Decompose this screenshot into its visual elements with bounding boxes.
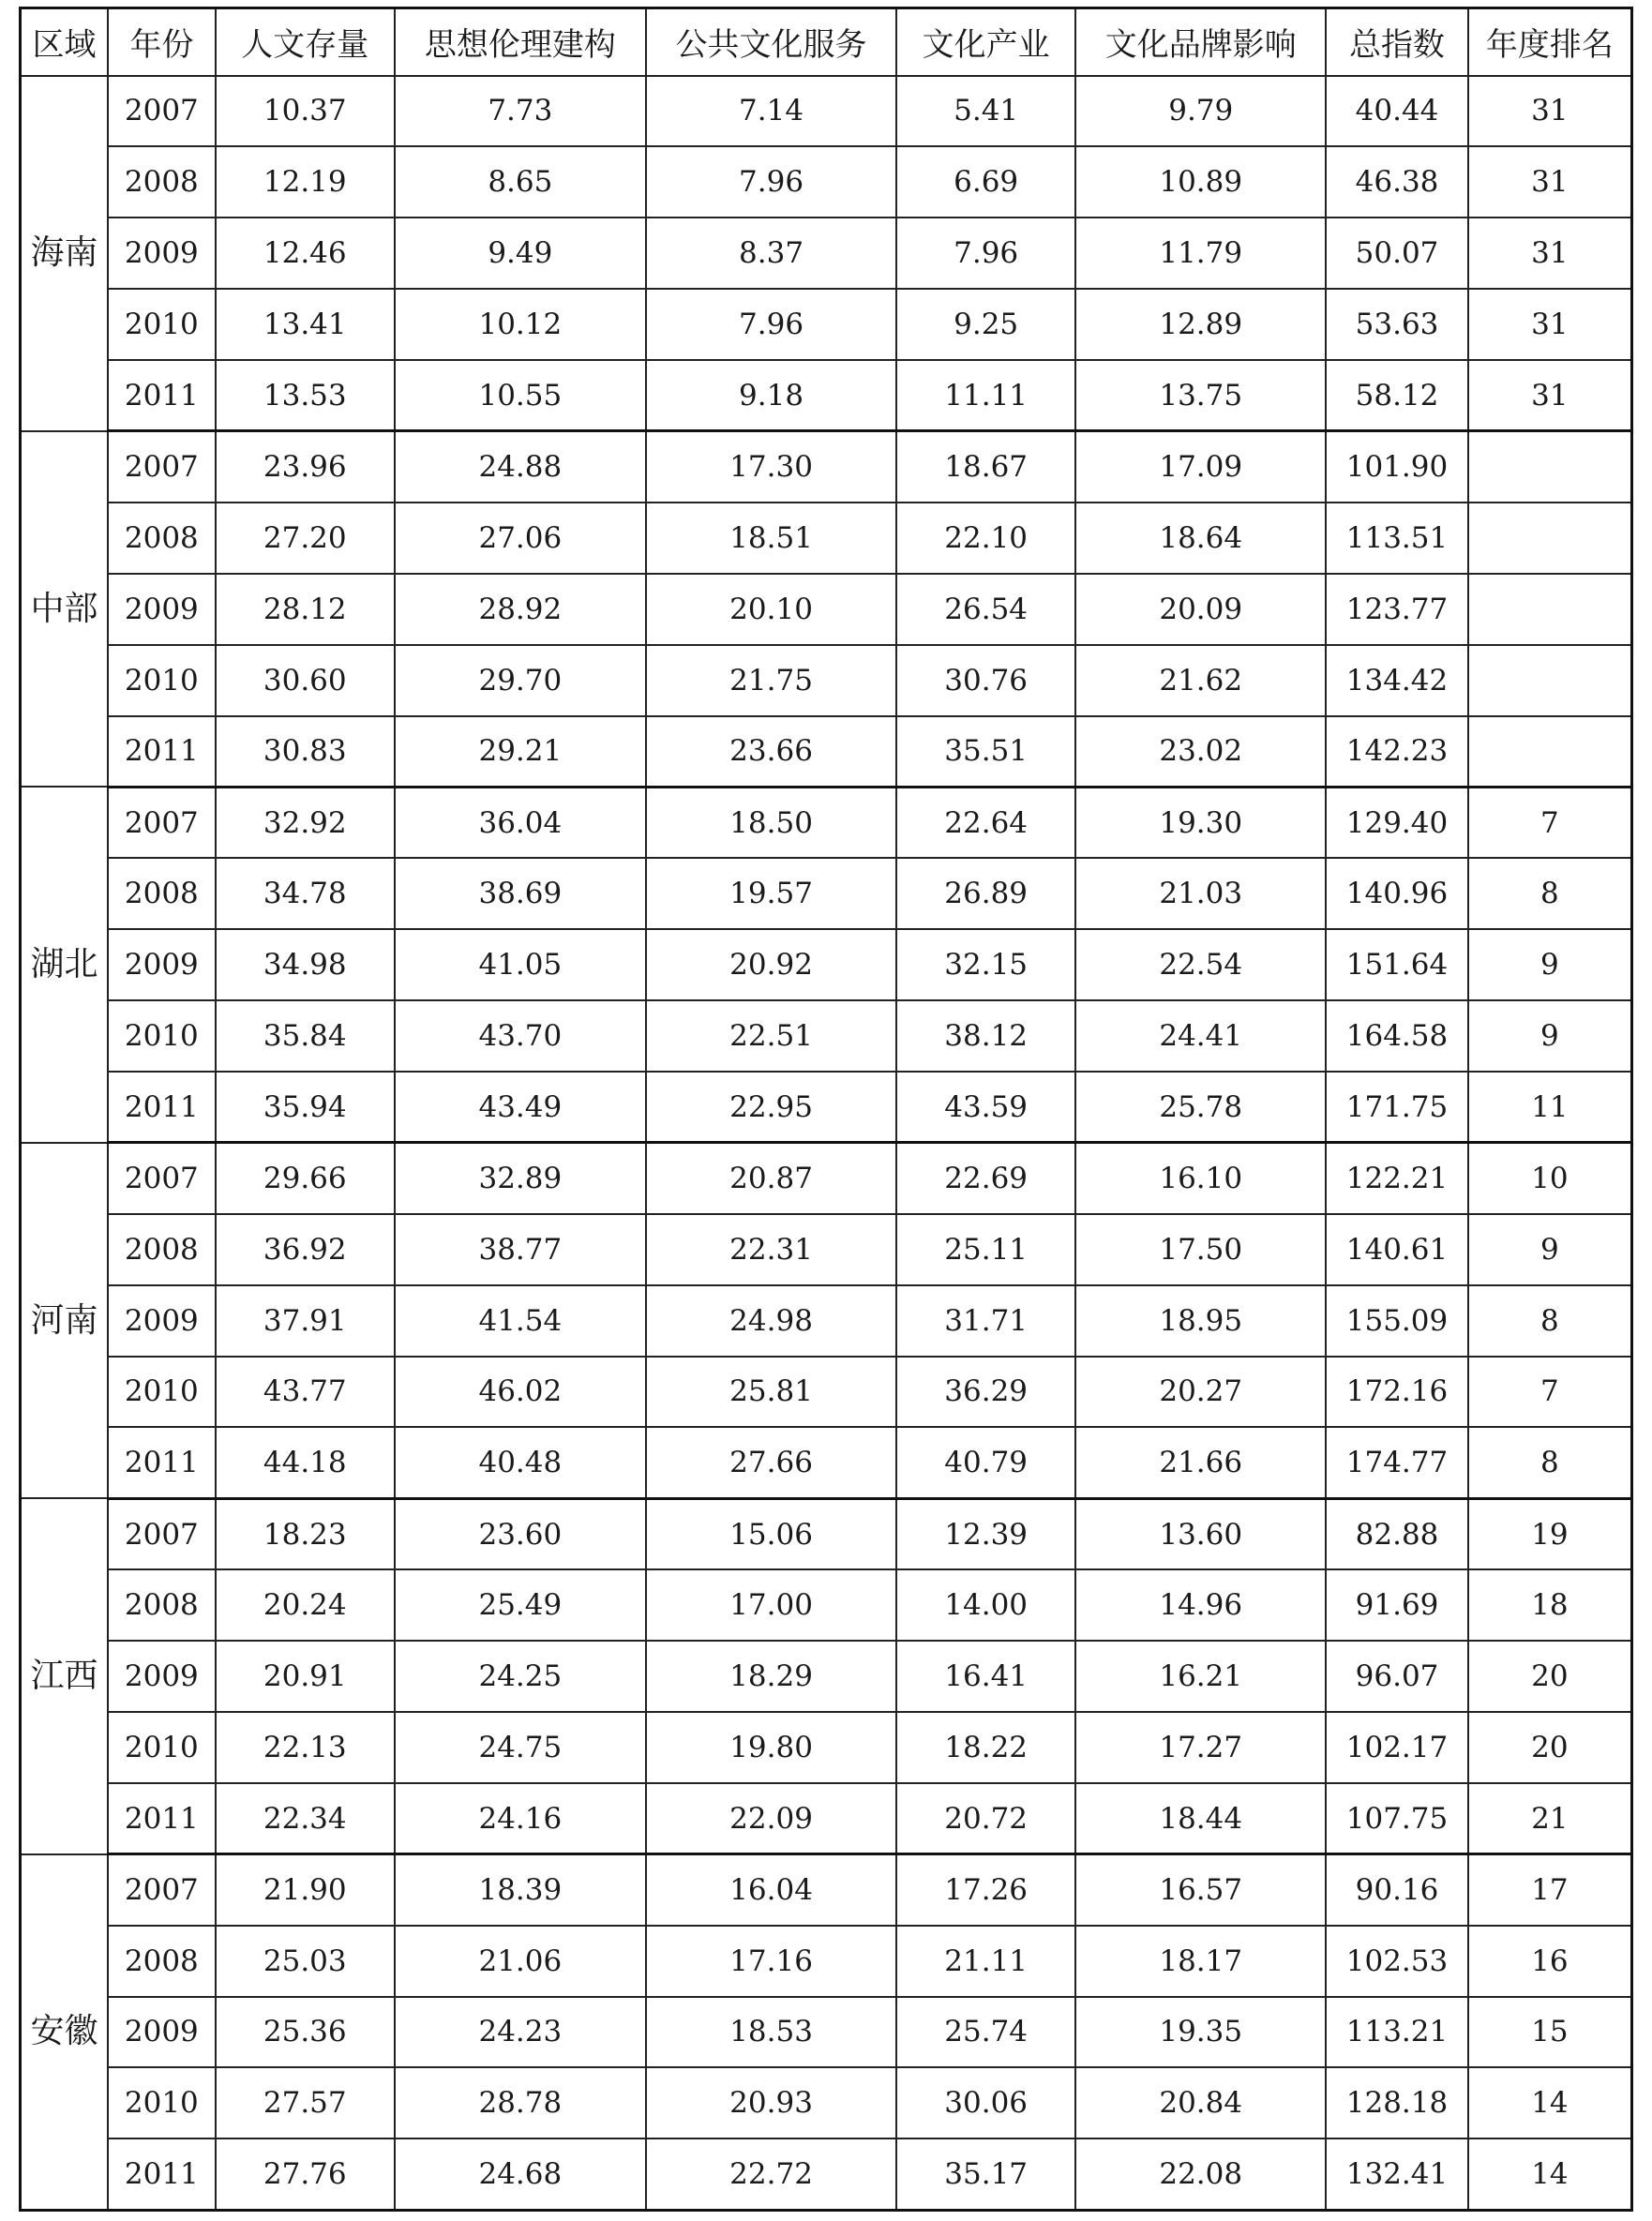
table-row bbox=[21, 1641, 1632, 1712]
cell-public-culture-service: 19.57 bbox=[646, 858, 896, 929]
cell-annual-rank: 8 bbox=[1468, 1285, 1632, 1357]
cell-ethics-construction: 10.55 bbox=[395, 360, 646, 431]
cell-public-culture-service: 23.66 bbox=[646, 716, 896, 788]
cell-total-index: 113.51 bbox=[1326, 503, 1467, 574]
cell-ethics-construction: 41.05 bbox=[395, 929, 646, 1000]
cell-annual-rank: 7 bbox=[1468, 1357, 1632, 1428]
cell-year: 2011 bbox=[108, 1783, 216, 1854]
cell-annual-rank: 8 bbox=[1468, 858, 1632, 929]
table-row bbox=[21, 929, 1632, 1000]
cell-public-culture-service: 8.37 bbox=[646, 218, 896, 289]
cell-public-culture-service: 17.30 bbox=[646, 431, 896, 503]
header-total-index: 总指数 bbox=[1326, 8, 1467, 76]
cell-total-index: 50.07 bbox=[1326, 218, 1467, 289]
cell-year: 2007 bbox=[108, 787, 216, 858]
cell-public-culture-service: 22.51 bbox=[646, 1000, 896, 1072]
header-annual-rank: 年度排名 bbox=[1468, 8, 1632, 76]
cell-ethics-construction: 24.23 bbox=[395, 1997, 646, 2068]
table-row bbox=[21, 716, 1632, 788]
cell-total-index: 113.21 bbox=[1326, 1997, 1467, 2068]
cell-annual-rank: 16 bbox=[1468, 1926, 1632, 1997]
cell-ethics-construction: 9.49 bbox=[395, 218, 646, 289]
cell-culture-industry: 22.10 bbox=[896, 503, 1075, 574]
cell-humanities-stock: 25.36 bbox=[216, 1997, 395, 2068]
cell-culture-industry: 38.12 bbox=[896, 1000, 1075, 1072]
cell-annual-rank: 9 bbox=[1468, 1214, 1632, 1285]
cell-ethics-construction: 41.54 bbox=[395, 1285, 646, 1357]
cell-total-index: 91.69 bbox=[1326, 1569, 1467, 1641]
cell-year: 2009 bbox=[108, 574, 216, 645]
cell-humanities-stock: 20.91 bbox=[216, 1641, 395, 1712]
cell-humanities-stock: 12.19 bbox=[216, 146, 395, 218]
cell-total-index: 82.88 bbox=[1326, 1498, 1467, 1569]
cell-culture-brand-influence: 23.02 bbox=[1075, 716, 1326, 788]
cell-humanities-stock: 10.37 bbox=[216, 76, 395, 147]
cell-humanities-stock: 28.12 bbox=[216, 574, 395, 645]
cell-public-culture-service: 18.51 bbox=[646, 503, 896, 574]
cell-year: 2010 bbox=[108, 1712, 216, 1783]
cell-public-culture-service: 15.06 bbox=[646, 1498, 896, 1569]
table-row bbox=[21, 1214, 1632, 1285]
cell-humanities-stock: 29.66 bbox=[216, 1143, 395, 1214]
cell-culture-brand-influence: 24.41 bbox=[1075, 1000, 1326, 1072]
cell-public-culture-service: 21.75 bbox=[646, 645, 896, 716]
cell-public-culture-service: 9.18 bbox=[646, 360, 896, 431]
cell-total-index: 107.75 bbox=[1326, 1783, 1467, 1854]
cell-annual-rank: 14 bbox=[1468, 2138, 1632, 2210]
cell-year: 2009 bbox=[108, 1641, 216, 1712]
cell-ethics-construction: 8.65 bbox=[395, 146, 646, 218]
cell-annual-rank: 20 bbox=[1468, 1712, 1632, 1783]
cell-public-culture-service: 17.00 bbox=[646, 1569, 896, 1641]
cell-culture-industry: 43.59 bbox=[896, 1072, 1075, 1143]
cell-culture-industry: 12.39 bbox=[896, 1498, 1075, 1569]
cell-year: 2008 bbox=[108, 503, 216, 574]
cell-annual-rank: 20 bbox=[1468, 1641, 1632, 1712]
cell-culture-brand-influence: 13.60 bbox=[1075, 1498, 1326, 1569]
cell-culture-brand-influence: 19.30 bbox=[1075, 787, 1326, 858]
cell-public-culture-service: 7.96 bbox=[646, 289, 896, 360]
cell-humanities-stock: 30.60 bbox=[216, 645, 395, 716]
header-year: 年份 bbox=[108, 8, 216, 76]
cell-total-index: 140.61 bbox=[1326, 1214, 1467, 1285]
cell-humanities-stock: 30.83 bbox=[216, 716, 395, 788]
cell-culture-brand-influence: 17.09 bbox=[1075, 431, 1326, 503]
header-row bbox=[21, 8, 1632, 76]
cell-year: 2010 bbox=[108, 289, 216, 360]
cell-ethics-construction: 24.68 bbox=[395, 2138, 646, 2210]
table-row bbox=[21, 2067, 1632, 2138]
cell-humanities-stock: 27.20 bbox=[216, 503, 395, 574]
cell-culture-brand-influence: 16.10 bbox=[1075, 1143, 1326, 1214]
cell-annual-rank: 14 bbox=[1468, 2067, 1632, 2138]
cell-public-culture-service: 22.31 bbox=[646, 1214, 896, 1285]
cell-year: 2007 bbox=[108, 1143, 216, 1214]
cell-total-index: 123.77 bbox=[1326, 574, 1467, 645]
cell-humanities-stock: 18.23 bbox=[216, 1498, 395, 1569]
cell-humanities-stock: 34.78 bbox=[216, 858, 395, 929]
cell-public-culture-service: 18.29 bbox=[646, 1641, 896, 1712]
cell-annual-rank: 7 bbox=[1468, 787, 1632, 858]
cell-annual-rank: 9 bbox=[1468, 1000, 1632, 1072]
cell-ethics-construction: 28.78 bbox=[395, 2067, 646, 2138]
cell-total-index: 155.09 bbox=[1326, 1285, 1467, 1357]
cell-humanities-stock: 22.13 bbox=[216, 1712, 395, 1783]
cell-year: 2011 bbox=[108, 360, 216, 431]
cell-annual-rank: 31 bbox=[1468, 76, 1632, 147]
cell-ethics-construction: 36.04 bbox=[395, 787, 646, 858]
cell-humanities-stock: 36.92 bbox=[216, 1214, 395, 1285]
cell-annual-rank: 8 bbox=[1468, 1427, 1632, 1498]
cell-total-index: 40.44 bbox=[1326, 76, 1467, 147]
cell-public-culture-service: 27.66 bbox=[646, 1427, 896, 1498]
cell-humanities-stock: 35.94 bbox=[216, 1072, 395, 1143]
cell-total-index: 171.75 bbox=[1326, 1072, 1467, 1143]
cell-year: 2007 bbox=[108, 1498, 216, 1569]
cell-public-culture-service: 22.72 bbox=[646, 2138, 896, 2210]
cell-culture-industry: 11.11 bbox=[896, 360, 1075, 431]
cell-humanities-stock: 44.18 bbox=[216, 1427, 395, 1498]
cell-annual-rank bbox=[1468, 431, 1632, 503]
cell-ethics-construction: 24.25 bbox=[395, 1641, 646, 1712]
cell-culture-brand-influence: 21.66 bbox=[1075, 1427, 1326, 1498]
cell-humanities-stock: 25.03 bbox=[216, 1926, 395, 1997]
table-row bbox=[21, 503, 1632, 574]
table-row bbox=[21, 645, 1632, 716]
cell-culture-brand-influence: 17.50 bbox=[1075, 1214, 1326, 1285]
cell-ethics-construction: 18.39 bbox=[395, 1854, 646, 1926]
header-ethics-construction: 思想伦理建构 bbox=[395, 8, 646, 76]
cell-public-culture-service: 7.96 bbox=[646, 146, 896, 218]
cell-humanities-stock: 13.53 bbox=[216, 360, 395, 431]
region-cell: 海南 bbox=[21, 76, 108, 431]
cell-culture-brand-influence: 18.44 bbox=[1075, 1783, 1326, 1854]
cell-culture-brand-influence: 22.54 bbox=[1075, 929, 1326, 1000]
cell-ethics-construction: 24.75 bbox=[395, 1712, 646, 1783]
cell-humanities-stock: 12.46 bbox=[216, 218, 395, 289]
table-row bbox=[21, 1997, 1632, 2068]
cell-annual-rank bbox=[1468, 716, 1632, 788]
table-row bbox=[21, 1926, 1632, 1997]
data-table bbox=[19, 7, 1633, 2212]
cell-year: 2008 bbox=[108, 1214, 216, 1285]
cell-humanities-stock: 23.96 bbox=[216, 431, 395, 503]
cell-public-culture-service: 17.16 bbox=[646, 1926, 896, 1997]
table-row bbox=[21, 574, 1632, 645]
cell-year: 2007 bbox=[108, 76, 216, 147]
cell-year: 2008 bbox=[108, 858, 216, 929]
cell-ethics-construction: 43.70 bbox=[395, 1000, 646, 1072]
cell-total-index: 102.53 bbox=[1326, 1926, 1467, 1997]
cell-culture-industry: 26.89 bbox=[896, 858, 1075, 929]
table-row bbox=[21, 218, 1632, 289]
table-row bbox=[21, 1498, 1632, 1569]
cell-ethics-construction: 43.49 bbox=[395, 1072, 646, 1143]
cell-year: 2011 bbox=[108, 1072, 216, 1143]
cell-public-culture-service: 7.14 bbox=[646, 76, 896, 147]
cell-ethics-construction: 10.12 bbox=[395, 289, 646, 360]
cell-ethics-construction: 23.60 bbox=[395, 1498, 646, 1569]
cell-annual-rank: 15 bbox=[1468, 1997, 1632, 2068]
cell-culture-industry: 32.15 bbox=[896, 929, 1075, 1000]
cell-year: 2009 bbox=[108, 218, 216, 289]
cell-annual-rank: 10 bbox=[1468, 1143, 1632, 1214]
cell-total-index: 122.21 bbox=[1326, 1143, 1467, 1214]
cell-culture-industry: 25.74 bbox=[896, 1997, 1075, 2068]
table-row bbox=[21, 858, 1632, 929]
cell-annual-rank bbox=[1468, 503, 1632, 574]
cell-total-index: 132.41 bbox=[1326, 2138, 1467, 2210]
cell-total-index: 140.96 bbox=[1326, 858, 1467, 929]
cell-humanities-stock: 34.98 bbox=[216, 929, 395, 1000]
cell-public-culture-service: 19.80 bbox=[646, 1712, 896, 1783]
cell-humanities-stock: 32.92 bbox=[216, 787, 395, 858]
table-row bbox=[21, 360, 1632, 431]
cell-culture-industry: 22.64 bbox=[896, 787, 1075, 858]
cell-annual-rank bbox=[1468, 574, 1632, 645]
cell-public-culture-service: 20.93 bbox=[646, 2067, 896, 2138]
cell-culture-industry: 30.76 bbox=[896, 645, 1075, 716]
cell-total-index: 96.07 bbox=[1326, 1641, 1467, 1712]
cell-culture-industry: 35.51 bbox=[896, 716, 1075, 788]
header-region: 区域 bbox=[21, 8, 108, 76]
table-row bbox=[21, 76, 1632, 147]
region-cell: 安徽 bbox=[21, 1854, 108, 2211]
cell-public-culture-service: 22.95 bbox=[646, 1072, 896, 1143]
cell-culture-industry: 31.71 bbox=[896, 1285, 1075, 1357]
cell-year: 2007 bbox=[108, 431, 216, 503]
table-row bbox=[21, 1072, 1632, 1143]
cell-culture-brand-influence: 18.64 bbox=[1075, 503, 1326, 574]
cell-annual-rank: 9 bbox=[1468, 929, 1632, 1000]
cell-year: 2009 bbox=[108, 1285, 216, 1357]
cell-public-culture-service: 20.10 bbox=[646, 574, 896, 645]
cell-year: 2008 bbox=[108, 146, 216, 218]
cell-annual-rank: 18 bbox=[1468, 1569, 1632, 1641]
cell-culture-industry: 7.96 bbox=[896, 218, 1075, 289]
cell-culture-industry: 16.41 bbox=[896, 1641, 1075, 1712]
cell-total-index: 90.16 bbox=[1326, 1854, 1467, 1926]
cell-ethics-construction: 7.73 bbox=[395, 76, 646, 147]
cell-total-index: 142.23 bbox=[1326, 716, 1467, 788]
cell-year: 2011 bbox=[108, 1427, 216, 1498]
table-row bbox=[21, 431, 1632, 503]
cell-culture-industry: 21.11 bbox=[896, 1926, 1075, 1997]
table-row bbox=[21, 1854, 1632, 1926]
cell-annual-rank bbox=[1468, 645, 1632, 716]
cell-culture-industry: 36.29 bbox=[896, 1357, 1075, 1428]
cell-ethics-construction: 46.02 bbox=[395, 1357, 646, 1428]
cell-culture-industry: 35.17 bbox=[896, 2138, 1075, 2210]
cell-humanities-stock: 27.76 bbox=[216, 2138, 395, 2210]
cell-culture-industry: 26.54 bbox=[896, 574, 1075, 645]
cell-year: 2010 bbox=[108, 1000, 216, 1072]
cell-humanities-stock: 43.77 bbox=[216, 1357, 395, 1428]
cell-ethics-construction: 38.77 bbox=[395, 1214, 646, 1285]
cell-culture-brand-influence: 12.89 bbox=[1075, 289, 1326, 360]
cell-culture-industry: 22.69 bbox=[896, 1143, 1075, 1214]
cell-ethics-construction: 40.48 bbox=[395, 1427, 646, 1498]
cell-culture-brand-influence: 9.79 bbox=[1075, 76, 1326, 147]
cell-public-culture-service: 16.04 bbox=[646, 1854, 896, 1926]
region-cell: 湖北 bbox=[21, 787, 108, 1142]
cell-public-culture-service: 18.50 bbox=[646, 787, 896, 858]
table-row bbox=[21, 1569, 1632, 1641]
cell-humanities-stock: 22.34 bbox=[216, 1783, 395, 1854]
cell-culture-brand-influence: 20.27 bbox=[1075, 1357, 1326, 1428]
table-row bbox=[21, 2138, 1632, 2210]
cell-culture-industry: 25.11 bbox=[896, 1214, 1075, 1285]
cell-annual-rank: 11 bbox=[1468, 1072, 1632, 1143]
cell-culture-brand-influence: 20.09 bbox=[1075, 574, 1326, 645]
header-public-culture-service: 公共文化服务 bbox=[646, 8, 896, 76]
cell-culture-brand-influence: 21.62 bbox=[1075, 645, 1326, 716]
cell-total-index: 172.16 bbox=[1326, 1357, 1467, 1428]
cell-culture-brand-influence: 11.79 bbox=[1075, 218, 1326, 289]
cell-total-index: 151.64 bbox=[1326, 929, 1467, 1000]
cell-culture-brand-influence: 19.35 bbox=[1075, 1997, 1326, 2068]
cell-annual-rank: 31 bbox=[1468, 289, 1632, 360]
cell-humanities-stock: 27.57 bbox=[216, 2067, 395, 2138]
cell-culture-industry: 5.41 bbox=[896, 76, 1075, 147]
cell-culture-brand-influence: 17.27 bbox=[1075, 1712, 1326, 1783]
cell-public-culture-service: 25.81 bbox=[646, 1357, 896, 1428]
table-row bbox=[21, 289, 1632, 360]
table-row bbox=[21, 146, 1632, 218]
cell-ethics-construction: 27.06 bbox=[395, 503, 646, 574]
cell-public-culture-service: 22.09 bbox=[646, 1783, 896, 1854]
table-row bbox=[21, 1000, 1632, 1072]
cell-total-index: 164.58 bbox=[1326, 1000, 1467, 1072]
region-cell: 江西 bbox=[21, 1498, 108, 1853]
table-row bbox=[21, 1783, 1632, 1854]
cell-culture-brand-influence: 22.08 bbox=[1075, 2138, 1326, 2210]
cell-public-culture-service: 20.87 bbox=[646, 1143, 896, 1214]
cell-year: 2010 bbox=[108, 2067, 216, 2138]
cell-total-index: 128.18 bbox=[1326, 2067, 1467, 2138]
cell-culture-brand-influence: 25.78 bbox=[1075, 1072, 1326, 1143]
cell-ethics-construction: 32.89 bbox=[395, 1143, 646, 1214]
cell-annual-rank: 19 bbox=[1468, 1498, 1632, 1569]
table-row bbox=[21, 787, 1632, 858]
cell-ethics-construction: 29.21 bbox=[395, 716, 646, 788]
cell-public-culture-service: 24.98 bbox=[646, 1285, 896, 1357]
cell-ethics-construction: 29.70 bbox=[395, 645, 646, 716]
cell-culture-industry: 30.06 bbox=[896, 2067, 1075, 2138]
cell-culture-brand-influence: 21.03 bbox=[1075, 858, 1326, 929]
cell-total-index: 102.17 bbox=[1326, 1712, 1467, 1783]
cell-total-index: 53.63 bbox=[1326, 289, 1467, 360]
cell-culture-brand-influence: 18.95 bbox=[1075, 1285, 1326, 1357]
cell-culture-brand-influence: 16.21 bbox=[1075, 1641, 1326, 1712]
header-culture-industry: 文化产业 bbox=[896, 8, 1075, 76]
cell-culture-brand-influence: 18.17 bbox=[1075, 1926, 1326, 1997]
cell-culture-industry: 6.69 bbox=[896, 146, 1075, 218]
cell-total-index: 129.40 bbox=[1326, 787, 1467, 858]
cell-total-index: 46.38 bbox=[1326, 146, 1467, 218]
cell-culture-brand-influence: 14.96 bbox=[1075, 1569, 1326, 1641]
cell-culture-industry: 40.79 bbox=[896, 1427, 1075, 1498]
table-row bbox=[21, 1357, 1632, 1428]
cell-total-index: 174.77 bbox=[1326, 1427, 1467, 1498]
header-humanities-stock: 人文存量 bbox=[216, 8, 395, 76]
cell-humanities-stock: 35.84 bbox=[216, 1000, 395, 1072]
cell-year: 2009 bbox=[108, 1997, 216, 2068]
table-row bbox=[21, 1427, 1632, 1498]
cell-annual-rank: 21 bbox=[1468, 1783, 1632, 1854]
cell-ethics-construction: 25.49 bbox=[395, 1569, 646, 1641]
cell-humanities-stock: 37.91 bbox=[216, 1285, 395, 1357]
cell-year: 2008 bbox=[108, 1569, 216, 1641]
cell-year: 2007 bbox=[108, 1854, 216, 1926]
cell-culture-industry: 20.72 bbox=[896, 1783, 1075, 1854]
cell-culture-industry: 18.67 bbox=[896, 431, 1075, 503]
cell-culture-industry: 9.25 bbox=[896, 289, 1075, 360]
cell-annual-rank: 17 bbox=[1468, 1854, 1632, 1926]
cell-humanities-stock: 20.24 bbox=[216, 1569, 395, 1641]
region-cell: 河南 bbox=[21, 1143, 108, 1498]
cell-ethics-construction: 28.92 bbox=[395, 574, 646, 645]
cell-culture-brand-influence: 16.57 bbox=[1075, 1854, 1326, 1926]
table-row bbox=[21, 1712, 1632, 1783]
cell-ethics-construction: 24.88 bbox=[395, 431, 646, 503]
cell-year: 2009 bbox=[108, 929, 216, 1000]
cell-culture-industry: 17.26 bbox=[896, 1854, 1075, 1926]
region-cell: 中部 bbox=[21, 431, 108, 787]
cell-annual-rank: 31 bbox=[1468, 146, 1632, 218]
cell-public-culture-service: 20.92 bbox=[646, 929, 896, 1000]
cell-culture-brand-influence: 10.89 bbox=[1075, 146, 1326, 218]
cell-culture-brand-influence: 20.84 bbox=[1075, 2067, 1326, 2138]
cell-public-culture-service: 18.53 bbox=[646, 1997, 896, 2068]
cell-year: 2011 bbox=[108, 2138, 216, 2210]
table-body bbox=[21, 76, 1632, 2211]
cell-humanities-stock: 13.41 bbox=[216, 289, 395, 360]
cell-year: 2011 bbox=[108, 716, 216, 788]
cell-culture-brand-influence: 13.75 bbox=[1075, 360, 1326, 431]
cell-year: 2008 bbox=[108, 1926, 216, 1997]
cell-culture-industry: 14.00 bbox=[896, 1569, 1075, 1641]
cell-culture-industry: 18.22 bbox=[896, 1712, 1075, 1783]
cell-total-index: 134.42 bbox=[1326, 645, 1467, 716]
cell-year: 2010 bbox=[108, 645, 216, 716]
cell-humanities-stock: 21.90 bbox=[216, 1854, 395, 1926]
cell-total-index: 101.90 bbox=[1326, 431, 1467, 503]
header-culture-brand-influence: 文化品牌影响 bbox=[1075, 8, 1326, 76]
cell-ethics-construction: 38.69 bbox=[395, 858, 646, 929]
cell-annual-rank: 31 bbox=[1468, 360, 1632, 431]
cell-ethics-construction: 21.06 bbox=[395, 1926, 646, 1997]
table-row bbox=[21, 1285, 1632, 1357]
cell-ethics-construction: 24.16 bbox=[395, 1783, 646, 1854]
cell-year: 2010 bbox=[108, 1357, 216, 1428]
cell-annual-rank: 31 bbox=[1468, 218, 1632, 289]
table-row bbox=[21, 1143, 1632, 1214]
cell-total-index: 58.12 bbox=[1326, 360, 1467, 431]
